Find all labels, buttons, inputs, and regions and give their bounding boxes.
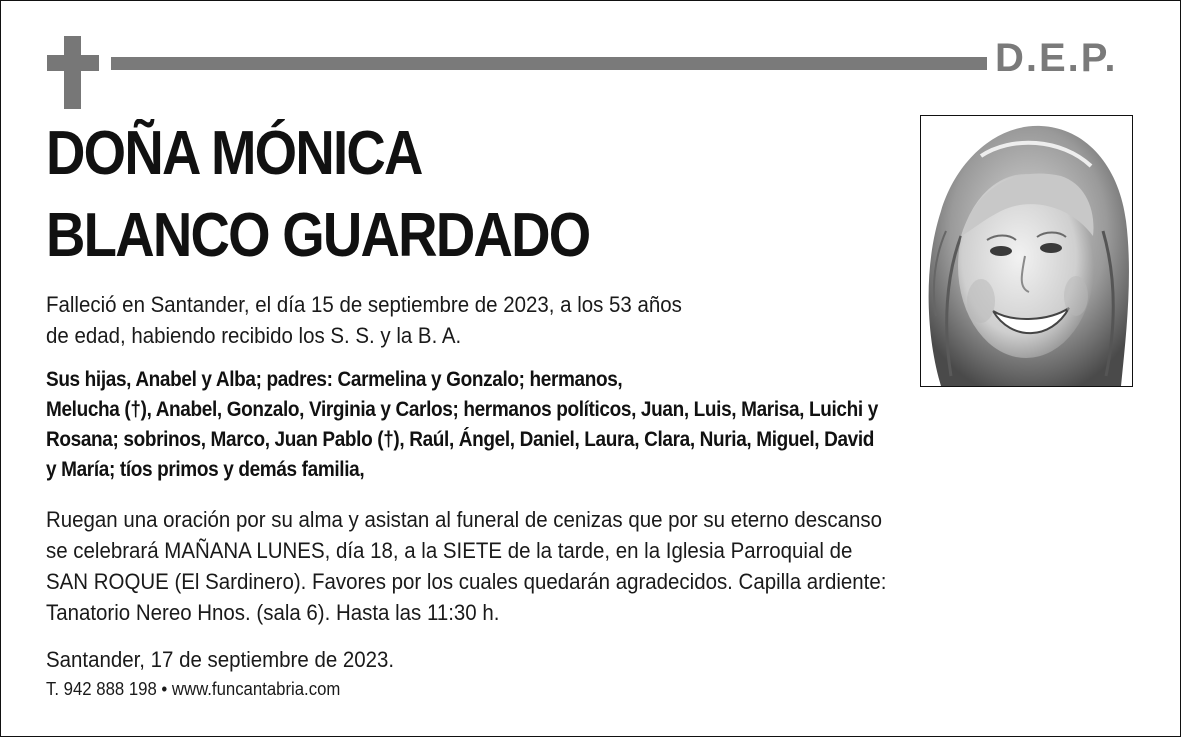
announcement-line: de edad, habiendo recibido los S. S. y la B. A.	[46, 323, 462, 348]
header-rule	[111, 57, 987, 70]
family-line: Rosana; sobrinos, Marco, Juan Pablo (†), Raúl, Ángel, Daniel, Laura, Clara, Nuria, Miguel, David	[46, 428, 875, 451]
family-line: y María; tíos primos y demás familia,	[46, 458, 365, 481]
family-line: Melucha (†), Anabel, Gonzalo, Virginia y Carlos; hermanos políticos, Juan, Luis, Marisa, Luichi y	[46, 398, 878, 421]
cross-vertical-bar	[64, 36, 81, 109]
family-line: Sus hijas, Anabel y Alba; padres: Carmelina y Gonzalo; hermanos,	[46, 368, 623, 391]
contact-info: T. 942 888 198 • www.funcantabria.com	[46, 679, 341, 699]
name-line-1: DOÑA MÓNICA	[46, 119, 422, 188]
portrait-photo	[920, 115, 1133, 387]
cross-horizontal-bar	[47, 55, 99, 71]
funeral-line: se celebrará MAÑANA LUNES, día 18, a la SIETE de la tarde, en la Iglesia Parroquial de	[46, 538, 853, 563]
funeral-details	[46, 504, 886, 628]
announcement-line: Falleció en Santander, el día 15 de septiembre de 2023, a los 53 años	[46, 292, 682, 317]
funeral-line: Tanatorio Nereo Hnos. (sala 6). Hasta las 11:30 h.	[46, 600, 500, 625]
place-date: Santander, 17 de septiembre de 2023.	[46, 647, 395, 672]
family-list	[46, 365, 878, 485]
death-announcement	[46, 289, 682, 351]
funeral-line: Ruegan una oración por su alma y asistan al funeral de cenizas que por su eterno descanso	[46, 507, 882, 532]
funeral-line: SAN ROQUE (El Sardinero). Favores por los cuales quedarán agradecidos. Capilla ardiente:	[46, 569, 887, 594]
dep-label: D.E.P.	[995, 36, 1118, 80]
name-line-2: BLANCO GUARDADO	[46, 201, 590, 270]
